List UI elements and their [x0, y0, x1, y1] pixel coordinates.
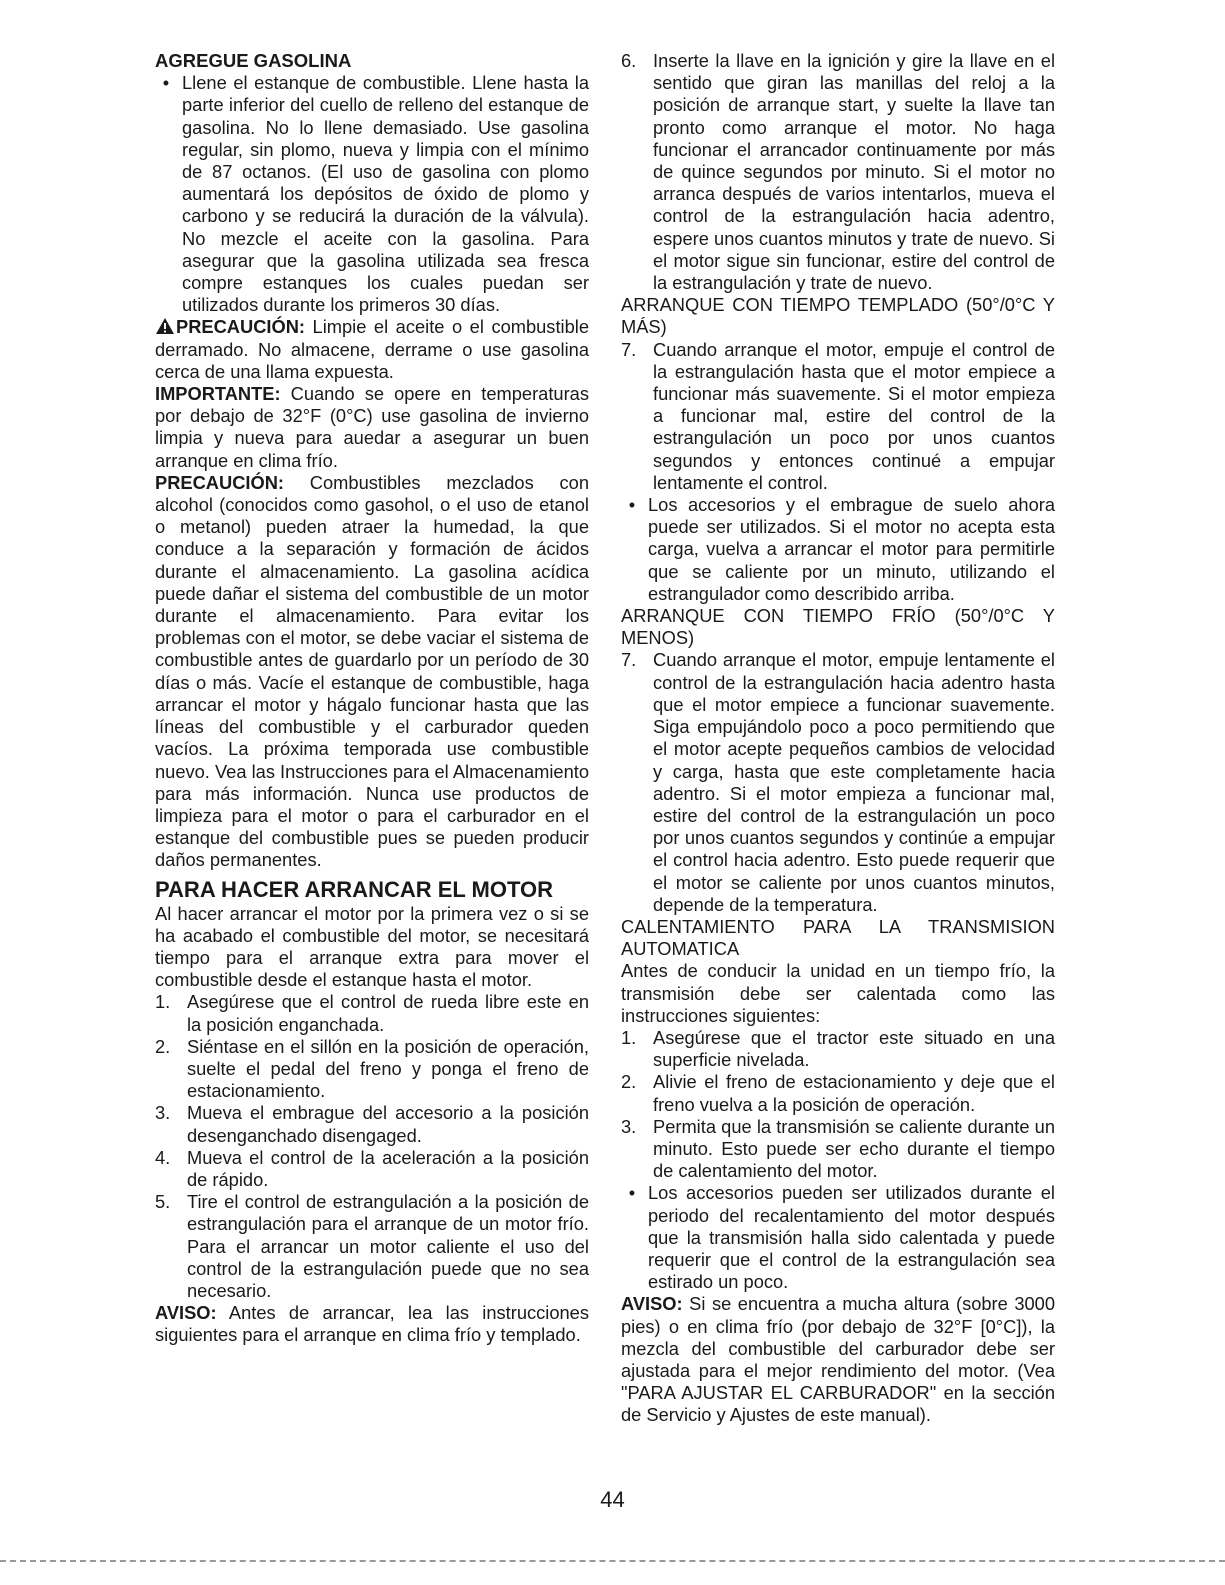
step-text: Alivie el freno de estacionamiento y deje que el freno vuelva a la posición de operación.: [653, 1071, 1055, 1115]
step-text: Inserte la llave en la ignición y gire la llave en el sentido que giran las manillas del reloj a la posición de arranque start, y suelte la llave tan pronto como arranque el motor. No haga funcionar el arrancador continuamente por más de quince segundos por minuto. Si el motor no arranca después de varios intentarlos, mueva el control de la estrangulación hacia adentro, espere unos cuantos minutos y trate de nuevo. Si el motor sigue sin funcionar, estire del control de la estrangulación y trate de nuevo.: [653, 50, 1055, 294]
subheading-arranque-templado: ARRANQUE CON TIEMPO TEMPLADO (50°/0°C Y MÁS): [621, 294, 1055, 338]
list-item: [155, 991, 589, 1035]
list-item: [621, 1027, 1055, 1071]
bullet-marker: •: [628, 494, 636, 516]
notice-paragraph: [621, 1293, 1055, 1426]
step-number: 2.: [621, 1071, 637, 1093]
subheading-calentamiento-transmision: CALENTAMIENTO PARA LA TRANSMISION AUTOMATICA: [621, 915, 1055, 960]
subheading-arranque-frio: ARRANQUE CON TIEMPO FRÍO (50°/0°C Y MENOS): [621, 605, 1055, 649]
step-number: 2.: [155, 1035, 171, 1057]
right-column: [621, 50, 1055, 1427]
intro-paragraph: Al hacer arrancar el motor por la primera vez o si se ha acabado el combustible del motor, se necesitará tiempo para el arranque extra para mover el combustible desde el estanque hasta el motor.: [155, 902, 589, 991]
section-heading-arrancar-motor: PARA HACER ARRANCAR EL MOTOR: [155, 876, 554, 902]
left-column: [155, 50, 589, 1347]
notice-text: Si se encuentra a mucha altura (sobre 3000 pies) o en clima frío (por debajo de 32°F [0°C]), la mezcla del combustible del carburador debe ser ajustada para el mejor rendimiento del motor. (Vea "PARA AJUSTAR EL CARBURADOR" en la sección de Servicio y Ajustes de este manual).: [621, 1293, 1055, 1426]
notice-text: Antes de arrancar, lea las instrucciones siguientes para el arranque en clima frío y templado.: [155, 1302, 589, 1346]
list-item: [155, 72, 589, 316]
important-label: IMPORTANTE:: [155, 383, 281, 405]
list-item-text: Los accesorios pueden ser utilizados durante el periodo del recalentamiento del motor después que la transmisión halla sido calentada y puede requerir que el control de la estrangulación sea estirado un poco.: [648, 1182, 1055, 1293]
caution-text: Limpie el aceite o el combustible derramado. No almacene, derrame o use gasolina cerca de una llama expuesta.: [155, 316, 589, 382]
step-text: Asegúrese que el control de rueda libre este en la posición enganchada.: [187, 991, 589, 1035]
caution-text: Combustibles mezclados con alcohol (conocidos como gasohol, o el uso de etanol o metanol) pueden atraer la humedad, la que conduce a la separación y formación de ácidos durante el almacenamiento. La gasolina acídica puede dañar el sistema del combustible de un motor durante el almacenamiento. Para evitar los problemas con el motor, se debe vaciar el sistema de combustible antes de guardarlo por un período de 30 días o más. Vacíe el estanque de combustible, haga arrancar el motor y hágalo funcionar hasta que las líneas del combustible y el carburador queden vacíos. La próxima temporada use combustible nuevo. Vea las Instrucciones para el Almacenamiento para más información. Nunca use productos de limpieza para el motor o para el carburador en el estanque del combustible pues se pueden producir daños permanentes.: [155, 471, 589, 871]
step-number: 1.: [621, 1026, 637, 1048]
notice-paragraph: [155, 1302, 589, 1346]
step-text: Cuando arranque el motor, empuje lentamente el control de la estrangulación hacia adentro hasta que el motor empiece a funcionar suavemente. Siga empujándolo poco a poco permitiendo que el motor acepte pequeños cambios de velocidad y carga, hasta que este completamente hacia adentro. Si el motor empieza a funcionar mal, estire del control de la estrangulación un poco por unos cuantos segundos y continúe a empujar el control hacia adentro. Esto puede requerir que el motor se caliente por unos cuantos minutos, depende de la temperatura.: [653, 649, 1055, 915]
list-item: [621, 339, 1055, 494]
transmission-intro: Antes de conducir la unidad en un tiempo frío, la transmisión debe ser calentada como las instrucciones siguientes:: [621, 960, 1055, 1026]
step-number: 3.: [155, 1102, 171, 1124]
caution-label: PRECAUCIÓN:: [176, 316, 305, 338]
step-number: 4.: [155, 1146, 171, 1168]
warning-triangle-icon: [155, 317, 175, 335]
step-text: Siéntase en el sillón en la posición de operación, suelte el pedal del freno y ponga el freno de estacionamiento.: [187, 1035, 589, 1102]
step-text: Tire el control de estrangulación a la posición de estrangulación para el arranque de un motor frío. Para el arrancar un motor caliente el uso del control de la estrangulación puede que no sea necesario.: [187, 1191, 589, 1301]
caution-paragraph-2: [155, 472, 589, 872]
step-number: 1.: [155, 991, 171, 1013]
step-number: 5.: [155, 1191, 171, 1213]
page-number: 44: [600, 1487, 625, 1512]
list-item: [155, 1147, 589, 1191]
step-number: 6.: [621, 50, 637, 71]
list-item-text: Llene el estanque de combustible. Llene hasta la parte inferior del cuello de relleno del estanque de gasolina. No lo llene demasiado. Use gasolina regular, sin plomo, nueva y limpia con el mínimo de 87 octanos. (El uso de gasolina con plomo aumentará los depósitos de óxido de plomo y carbono y se reducirá la duración de la válvula). No mezcle el aceite con la gasolina. Para asegurar que la gasolina utilizada sea fresca compre estanques los cuales puedan ser utilizados durante los primeros 30 días.: [182, 72, 589, 316]
list-item: [621, 1116, 1055, 1183]
step-number: 7.: [621, 649, 637, 671]
list-item: [155, 1102, 589, 1146]
step-text: Mueva el control de la aceleración a la posición de rápido.: [187, 1146, 589, 1190]
important-text: Cuando se opere en temperaturas por debajo de 32°F (0°C) use gasolina de invierno limpia y nueva para auedar a asegurar un buen arranque en clima frío.: [155, 383, 589, 471]
step-number: 3.: [621, 1115, 637, 1137]
notice-label: AVISO:: [621, 1293, 683, 1315]
list-item: [621, 50, 1055, 294]
important-paragraph: [155, 383, 589, 472]
step-text: Mueva el embrague del accesorio a la posición desenganchado disengaged.: [187, 1102, 589, 1146]
scan-edge-line: [0, 1560, 1225, 1562]
caution-label: PRECAUCIÓN:: [155, 471, 284, 493]
list-item: [621, 649, 1055, 915]
list-item: [621, 1182, 1055, 1293]
list-item: [621, 494, 1055, 605]
caution-paragraph-1: [155, 316, 589, 383]
list-item: [155, 1191, 589, 1302]
step-number: 7.: [621, 338, 637, 360]
bullet-marker: •: [628, 1182, 636, 1204]
section-heading-agregue-gasolina: AGREGUE GASOLINA: [155, 50, 352, 71]
list-item: [155, 1036, 589, 1103]
bullet-marker: •: [162, 72, 170, 94]
notice-label: AVISO:: [155, 1302, 217, 1324]
step-text: Permita que la transmisión se caliente durante un minuto. Esto puede ser echo durante el tiempo de calentamiento del motor.: [653, 1115, 1055, 1182]
list-item: [621, 1071, 1055, 1115]
list-item-text: Los accesorios y el embrague de suelo ahora puede ser utilizados. Si el motor no acepta esta carga, vuelva a arrancar el motor para permitirle que se caliente por un minuto, utilizando el estrangulador como describido arriba.: [648, 494, 1055, 604]
step-text: Cuando arranque el motor, empuje el control de la estrangulación hasta que el motor empiece a funcionar más suavemente. Si el motor empieza a funcionar mal, estire del control de la estrangulación un poco por unos cuantos segundos y entonces continué a empujar lentamente el control.: [653, 338, 1055, 493]
step-text: Asegúrese que el tractor este situado en una superficie nivelada.: [653, 1026, 1055, 1071]
